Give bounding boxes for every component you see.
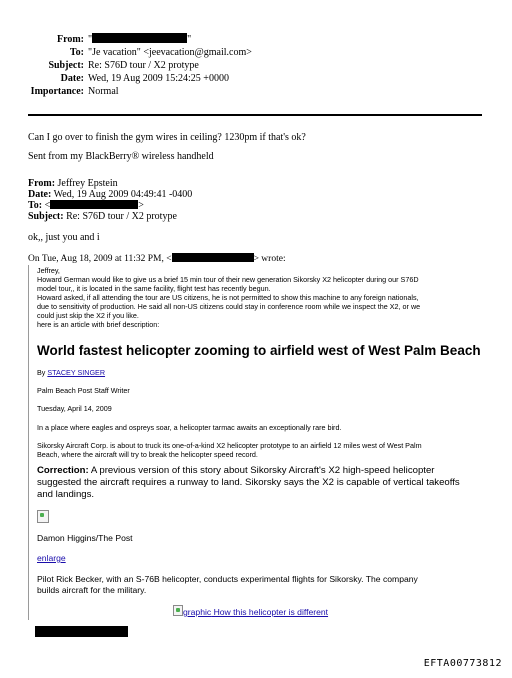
quoted-line: Jeffrey, bbox=[37, 266, 60, 275]
caption-line-1: Pilot Rick Becker, with an S-76B helicopter, conducts experimental flights for Sikorsky. The company bbox=[37, 574, 418, 584]
enlarge-link[interactable]: enlarge bbox=[37, 553, 66, 563]
correction-line-2: suggested the aircraft requires a runway to land. Sikorsky says the X2 is capable of vertical takeoffs bbox=[37, 477, 460, 488]
reply-text: ok,, just you and i bbox=[28, 232, 100, 243]
fwd-to-row bbox=[28, 200, 192, 211]
email-header bbox=[0, 33, 252, 98]
fwd-subject-label: Subject: bbox=[28, 211, 64, 222]
graphic-link[interactable]: How this helicopter is different bbox=[211, 607, 329, 617]
header-date-row bbox=[0, 72, 252, 85]
fwd-to-close: > bbox=[138, 200, 144, 211]
importance-value: Normal bbox=[88, 86, 119, 97]
subject-label: Subject: bbox=[48, 60, 84, 71]
quoted-line: model tour,, it is located in the same facility, flight test has recently begun. bbox=[37, 284, 271, 293]
graphic-image-icon bbox=[173, 605, 183, 616]
broken-image-icon bbox=[37, 510, 49, 528]
body-line-2: Sent from my BlackBerry® wireless handheld bbox=[28, 151, 214, 162]
article-outlet: Palm Beach Post Staff Writer bbox=[37, 386, 130, 395]
fwd-subject-row bbox=[28, 211, 192, 222]
fwd-from-row bbox=[28, 178, 192, 189]
redacted-sender bbox=[92, 33, 187, 43]
to-label: To: bbox=[69, 47, 84, 58]
date-label: Date: bbox=[60, 73, 84, 84]
header-from-row bbox=[0, 33, 252, 46]
body-line-1: Can I go over to finish the gym wires in ceiling? 1230pm if that's ok? bbox=[28, 132, 306, 143]
correction-line-1 bbox=[37, 465, 434, 477]
photo-placeholder-icon bbox=[37, 510, 49, 523]
wrote-suffix: > wrote: bbox=[253, 254, 286, 264]
subject-value: Re: S76D tour / X2 protype bbox=[88, 60, 199, 71]
quoted-line: Howard asked, if all attending the tour are US citizens, he is not permitted to show this machine to any foreign nationals, bbox=[37, 293, 419, 302]
article-headline: World fastest helicopter zooming to airfield west of West Palm Beach bbox=[37, 343, 481, 358]
from-value-open: " bbox=[88, 34, 93, 45]
forwarded-header bbox=[28, 178, 192, 222]
redacted-recipient bbox=[50, 200, 138, 209]
correction-line-3: and landings. bbox=[37, 489, 95, 500]
byline-prefix: By bbox=[37, 368, 48, 377]
article-paragraph-2-line-2: Beach, where the aircraft will try to break the helicopter speed record. bbox=[37, 450, 258, 459]
fwd-from-value: Jeffrey Epstein bbox=[57, 178, 118, 189]
correction-text: A previous version of this story about Sikorsky Aircraft's X2 high-speed helicopter bbox=[88, 465, 435, 476]
correction-label: Correction: bbox=[37, 465, 89, 476]
quoted-message bbox=[28, 265, 489, 620]
quoted-line: could just skip the X2 if you like. bbox=[37, 311, 139, 320]
quoted-line: Howard German would like to give us a brief 15 min tour of their new generation Sikorsky X2 helicopter during our S76D bbox=[37, 275, 419, 284]
author-link[interactable]: STACEY SINGER bbox=[47, 368, 106, 377]
quoted-line: due to sensitivity of production. He said all non-US citizens could stay in conference room while we inspect the X2, or we bbox=[37, 302, 421, 311]
header-to-row bbox=[0, 46, 252, 59]
fwd-date-label: Date: bbox=[28, 189, 52, 200]
article-paragraph-2-line-1: Sikorsky Aircraft Corp. is about to truck its one-of-a-kind X2 helicopter prototype to an airfield 12 miles west of West Palm bbox=[37, 441, 422, 450]
fwd-date-value: Wed, 19 Aug 2009 04:49:41 -0400 bbox=[53, 189, 193, 200]
fwd-subject-value: Re: S76D tour / X2 protype bbox=[66, 211, 177, 222]
importance-label: Importance: bbox=[30, 86, 84, 97]
quoted-line: here is an article with brief description: bbox=[37, 320, 160, 329]
from-label: From: bbox=[56, 34, 84, 45]
graphic-alt-text[interactable]: graphic bbox=[183, 607, 212, 617]
wrote-prefix: On Tue, Aug 18, 2009 at 11:32 PM, < bbox=[28, 254, 172, 264]
article-byline bbox=[37, 368, 105, 377]
to-value: "Je vacation" <jeevacation@gmail.com> bbox=[88, 47, 252, 58]
article-date: Tuesday, April 14, 2009 bbox=[37, 404, 112, 413]
redacted-author bbox=[172, 253, 254, 262]
document-id: EFTA00773812 bbox=[423, 658, 502, 669]
header-subject-row bbox=[0, 59, 252, 72]
date-value: Wed, 19 Aug 2009 15:24:25 +0000 bbox=[88, 73, 229, 84]
from-value-close: " bbox=[187, 34, 192, 45]
redacted-footer-block bbox=[35, 626, 128, 637]
fwd-date-row bbox=[28, 189, 192, 200]
caption-line-2: builds aircraft for the military. bbox=[37, 585, 147, 595]
graphic-link-row[interactable] bbox=[173, 605, 328, 618]
header-importance-row bbox=[0, 85, 252, 98]
photo-credit: Damon Higgins/The Post bbox=[37, 533, 133, 543]
article-paragraph-1: In a place where eagles and ospreys soar, a helicopter tarmac awaits an exceptionally rare bird. bbox=[37, 423, 342, 432]
fwd-to-label: To: bbox=[28, 200, 43, 211]
fwd-from-label: From: bbox=[28, 178, 56, 189]
header-divider bbox=[28, 114, 482, 116]
fwd-to-open: < bbox=[44, 200, 51, 211]
